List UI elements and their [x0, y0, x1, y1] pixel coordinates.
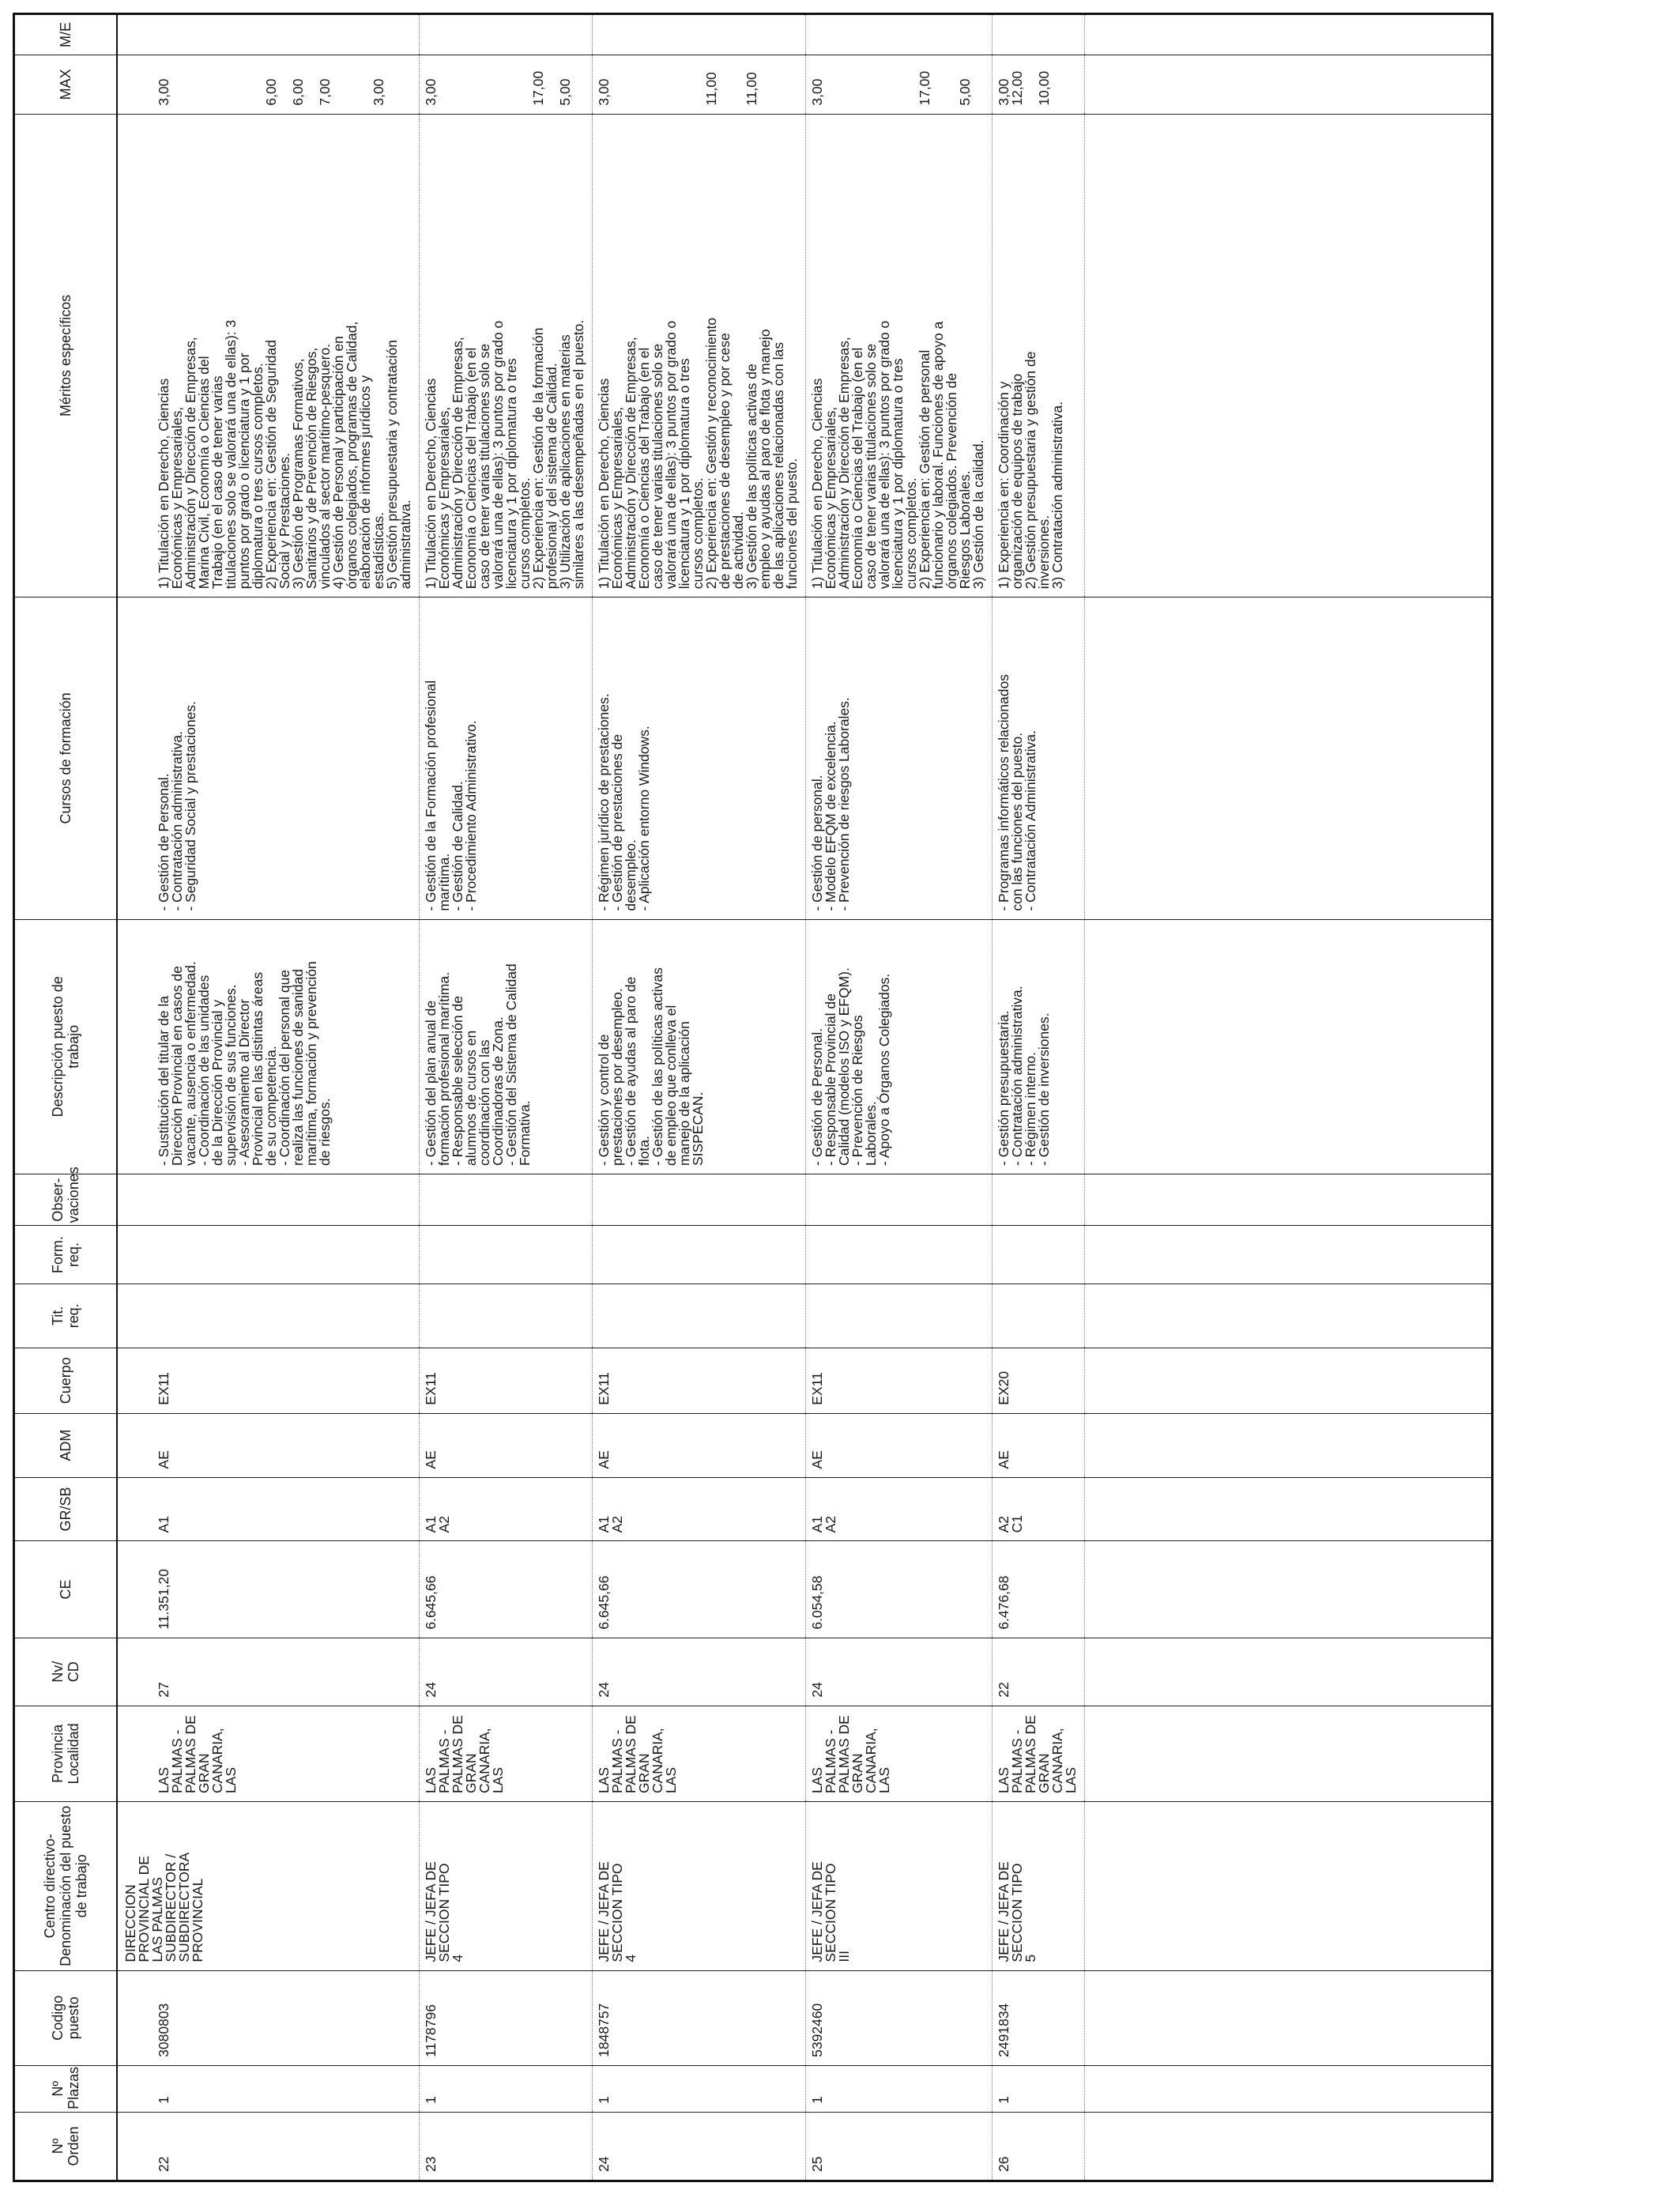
cell-form [419, 1226, 592, 1284]
cell-gr: A1 A2 [805, 1477, 992, 1541]
cell-adm: AE [592, 1413, 805, 1477]
cell-provincia: LAS PALMAS - PALMAS DE GRAN CANARIA, LAS [805, 1706, 992, 1801]
cell-empty [1084, 919, 1493, 1174]
cell-tit [992, 1284, 1084, 1348]
cell-empty [1084, 1413, 1493, 1477]
cell-gr: A1 A2 [419, 1477, 592, 1541]
cell-empty [1084, 1348, 1493, 1413]
cell-desc: - Gestión presupuestaria. - Contratación administrativa. - Régimen interno. - Gestión de inversiones. [992, 919, 1084, 1174]
cell-meritos: 1) Titulación en Derecho, Ciencias Económicas y Empresariales, Administración y Dirección de Empresas, Economía o Ciencias del Trabajo (en el caso de tener varias titulaciones solo se valorará una de ellas): 3 puntos por grado o licenciatura y 1 por diplomatura o tres cursos completos. 2) Experiencia en: Gestión de la formación profesional y del sistema de Calidad. 3) Utilización de aplicaciones en materias similares a las desempeñadas en el puesto. [419, 114, 592, 598]
header-centro: Centro directivo- Denominación del puesto de trabajo [14, 1802, 117, 1971]
cell-cursos: - Programas informáticos relacionados con las funciones del puesto. - Contratación Administrativa. [992, 598, 1084, 919]
cell-cuerpo: EX11 [117, 1348, 420, 1413]
cell-orden: 22 [117, 2112, 420, 2181]
header-me: M/E [14, 14, 117, 55]
cell-gr: A1 [117, 1477, 420, 1541]
table-row [117, 14, 420, 2181]
cell-cursos: - Régimen jurídico de prestaciones. - Gestión de prestaciones de desempleo. - Aplicación entorno Windows. [592, 598, 805, 919]
cell-tit [419, 1284, 592, 1348]
cell-meritos: 1) Titulación en Derecho, Ciencias Económicas y Empresariales, Administración y Dirección de Empresas, Economía o Ciencias del Trabajo (en el caso de tener varias titulaciones solo se valorará una de ellas): 3 puntos por grado o licenciatura y 1 por diplomatura o tres cursos completos. 2) Experiencia en: Gestión y reconocimiento de prestaciones de desempleo y por cese de actividad. 3) Gestión de las políticas activas de empleo y ayudas al paro de flota y manejo de las aplicaciones relacionadas con las funciones del puesto. [592, 114, 805, 598]
cell-obs [805, 1174, 992, 1226]
cell-empty [1084, 598, 1493, 919]
cell-empty [1084, 2112, 1493, 2181]
header-meritos: Méritos específicos [14, 114, 117, 598]
cell-tit [117, 1284, 420, 1348]
cell-adm: AE [419, 1413, 592, 1477]
header-cuerpo: Cuerpo [14, 1348, 117, 1413]
cell-centro: JEFE / JEFA DE SECCION TIPO 5 [992, 1802, 1084, 1971]
cell-provincia: LAS PALMAS - PALMAS DE GRAN CANARIA, LAS [992, 1706, 1084, 1801]
cell-orden: 24 [592, 2112, 805, 2181]
cell-form [805, 1226, 992, 1284]
cell-adm: AE [117, 1413, 420, 1477]
cell-provincia: LAS PALMAS - PALMAS DE GRAN CANARIA, LAS [592, 1706, 805, 1801]
cell-meritos: 1) Titulación en Derecho, Ciencias Económicas y Empresariales, Administración y Dirección de Empresas, Economía o Ciencias del Trabajo (en el caso de tener varias titulaciones solo se valorará una de ellas): 3 puntos por grado o licenciatura y 1 por diplomatura o tres cursos completos. 2) Experiencia en: Gestión de personal funcionario y laboral. Funciones de apoyo a órganos colegiados. Prevención de Riesgos Laborales. 3) Gestión de la calidad. [805, 114, 992, 598]
header-row [14, 14, 117, 2181]
cell-form [592, 1226, 805, 1284]
group-title: DIRECCION PROVINCIAL DE LAS PALMAS [122, 1856, 165, 1962]
job-positions-table [13, 13, 1494, 2182]
cell-codigo: 1178796 [419, 1970, 592, 2065]
cell-cuerpo: EX11 [592, 1348, 805, 1413]
cell-empty [1084, 14, 1493, 55]
cell-empty [1084, 1706, 1493, 1801]
cell-form [992, 1226, 1084, 1284]
cell-empty [1084, 1638, 1493, 1706]
cell-ce: 6.645,66 [592, 1541, 805, 1638]
cell-obs [117, 1174, 420, 1226]
cell-max: 3,00 17,00 5,00 [419, 55, 592, 114]
cell-plazas: 1 [117, 2065, 420, 2112]
cell-orden: 26 [992, 2112, 1084, 2181]
header-ce: CE [14, 1541, 117, 1638]
cell-adm: AE [992, 1413, 1084, 1477]
header-codigo: Codigo puesto [14, 1970, 117, 2065]
cell-cursos: - Gestión de la Formación profesional marítima. - Gestión de Calidad. - Procedimiento Administrativo. [419, 598, 592, 919]
cell-orden: 25 [805, 2112, 992, 2181]
cell-meritos: 1) Titulación en Derecho, Ciencias Económicas y Empresariales, Administración y Dirección de Empresas, Marina Civil, Economía o Ciencias del Trabajo (en el caso de tener varias titulaciones solo se valorará una de ellas): 3 puntos por grado o licenciatura y 1 por diplomatura o tres cursos completos. 2) Experiencia en: Gestión de Seguridad Social y Prestaciones. 3) Gestión de Programas Formativos, Sanitarios y de Prevención de Riesgos, vinculados al sector marítimo-pesquero. 4) Gestión de Personal y participación en órganos colegiados, programas de Calidad, elaboración de informes jurídicos y estadísticas. 5) Gestión presupuestaria y contratación administrativa. [117, 114, 420, 598]
cell-plazas: 1 [419, 2065, 592, 2112]
cell-cursos: - Gestión de Personal. - Contratación administrativa. - Seguridad Social y prestaciones. [117, 598, 420, 919]
cell-cuerpo: EX20 [992, 1348, 1084, 1413]
cell-empty [1084, 1477, 1493, 1541]
cell-ce: 6.645,66 [419, 1541, 592, 1638]
cell-codigo: 2491834 [992, 1970, 1084, 2065]
cell-me [592, 14, 805, 55]
cell-orden: 23 [419, 2112, 592, 2181]
cell-desc: - Gestión del plan anual de formación profesional marítima. - Responsable selección de alumnos de cursos en coordinación con las Coordinadoras de Zona. - Gestión del Sistema de Calidad Formativa. [419, 919, 592, 1174]
header-desc: Descripción puesto de trabajo [14, 919, 117, 1174]
cell-empty [1084, 1284, 1493, 1348]
cell-empty [1084, 1802, 1493, 1971]
cell-obs [419, 1174, 592, 1226]
cell-codigo: 1848757 [592, 1970, 805, 2065]
table-row [419, 14, 592, 2181]
cell-empty [1084, 114, 1493, 598]
cell-gr: A1 A2 [592, 1477, 805, 1541]
cell-empty [1084, 1541, 1493, 1638]
header-tit: Tit. req. [14, 1284, 117, 1348]
cell-empty [1084, 1970, 1493, 2065]
cell-centro: JEFE / JEFA DE SECCION TIPO 4 [592, 1802, 805, 1971]
cell-adm: AE [805, 1413, 992, 1477]
header-orden: Nº Orden [14, 2112, 117, 2181]
table-row [805, 14, 992, 2181]
cell-nv: 24 [592, 1638, 805, 1706]
cell-form [117, 1226, 420, 1284]
header-cursos: Cursos de formación [14, 598, 117, 919]
cell-nv: 22 [992, 1638, 1084, 1706]
cell-centro [117, 1802, 420, 1971]
cell-max: 3,00 6,00 6,00 7,00 3,00 [117, 55, 420, 114]
cell-centro: JEFE / JEFA DE SECCION TIPO 4 [419, 1802, 592, 1971]
cell-desc: - Sustitución del titular de la Dirección Provincial en casos de vacante, ausencia o enfermedad. - Coordinación de las unidades de la Dirección Provincial y supervisión de sus funciones. - Asesoramiento al Director Provincial en las distintas áreas de su competencia. - Coordinación del personal que realiza las funciones de sanidad marítima, formación y prevención de riesgos. [117, 919, 420, 1174]
table-row-empty [1084, 14, 1493, 2181]
cell-codigo: 3080803 [117, 1970, 420, 2065]
cell-empty [1084, 1226, 1493, 1284]
cell-ce: 6.476,68 [992, 1541, 1084, 1638]
cell-me [117, 14, 420, 55]
table-row [592, 14, 805, 2181]
cell-desc: - Gestión y control de prestaciones por desempleo. - Gestión de ayudas al paro de flota. - Gestión de las políticas activas de empleo que conlleva el manejo de la aplicación SISPECAN. [592, 919, 805, 1174]
cell-cursos: - Gestión de personal. - Modelo EFQM de excelencia. - Prevención de riesgos Laborales. [805, 598, 992, 919]
cell-max: 3,00 12,00 10,00 [992, 55, 1084, 114]
table-row [992, 14, 1084, 2181]
cell-max: 3,00 11,00 11,00 [592, 55, 805, 114]
header-adm: ADM [14, 1413, 117, 1477]
cell-ce: 11.351,20 [117, 1541, 420, 1638]
cell-provincia: LAS PALMAS - PALMAS DE GRAN CANARIA, LAS [117, 1706, 420, 1801]
cell-nv: 24 [805, 1638, 992, 1706]
cell-provincia: LAS PALMAS - PALMAS DE GRAN CANARIA, LAS [419, 1706, 592, 1801]
cell-tit [805, 1284, 992, 1348]
cell-plazas: 1 [805, 2065, 992, 2112]
cell-nv: 27 [117, 1638, 420, 1706]
cell-cuerpo: EX11 [805, 1348, 992, 1413]
header-max: MAX [14, 55, 117, 114]
cell-codigo: 5392460 [805, 1970, 992, 2065]
cell-centro: JEFE / JEFA DE SECCION TIPO III [805, 1802, 992, 1971]
cell-gr: A2 C1 [992, 1477, 1084, 1541]
cell-plazas: 1 [992, 2065, 1084, 2112]
cell-empty [1084, 55, 1493, 114]
cell-meritos: 1) Experiencia en: Coordinación y organización de equipos de trabajo 2) Gestión presupuestaria y gestión de inversiones. 3) Contratación administrativa. [992, 114, 1084, 598]
cell-obs [592, 1174, 805, 1226]
header-form: Form. req. [14, 1226, 117, 1284]
cell-ce: 6.054,58 [805, 1541, 992, 1638]
header-nv: Nv/ CD [14, 1638, 117, 1706]
cell-tit [592, 1284, 805, 1348]
cell-max: 3,00 17,00 5,00 [805, 55, 992, 114]
cell-centro-text: SUBDIRECTOR / SUBDIRECTORA PROVINCIAL [162, 1853, 205, 1962]
cell-plazas: 1 [592, 2065, 805, 2112]
header-plazas: Nº Plazas [14, 2065, 117, 2112]
header-gr: GR/SB [14, 1477, 117, 1541]
cell-cuerpo: EX11 [419, 1348, 592, 1413]
cell-me [805, 14, 992, 55]
cell-desc: - Gestión de Personal. - Responsable Provincial de Calidad (modelos ISO y EFQM). - Prevención de Riesgos Laborales. - Apoyo a Órganos Colegiados. [805, 919, 992, 1174]
cell-obs [992, 1174, 1084, 1226]
header-obs: Obser- vaciones [14, 1174, 117, 1226]
cell-me [419, 14, 592, 55]
cell-nv: 24 [419, 1638, 592, 1706]
cell-empty [1084, 1174, 1493, 1226]
cell-me [992, 14, 1084, 55]
cell-empty [1084, 2065, 1493, 2112]
header-provincia: Provincia Localidad [14, 1706, 117, 1801]
